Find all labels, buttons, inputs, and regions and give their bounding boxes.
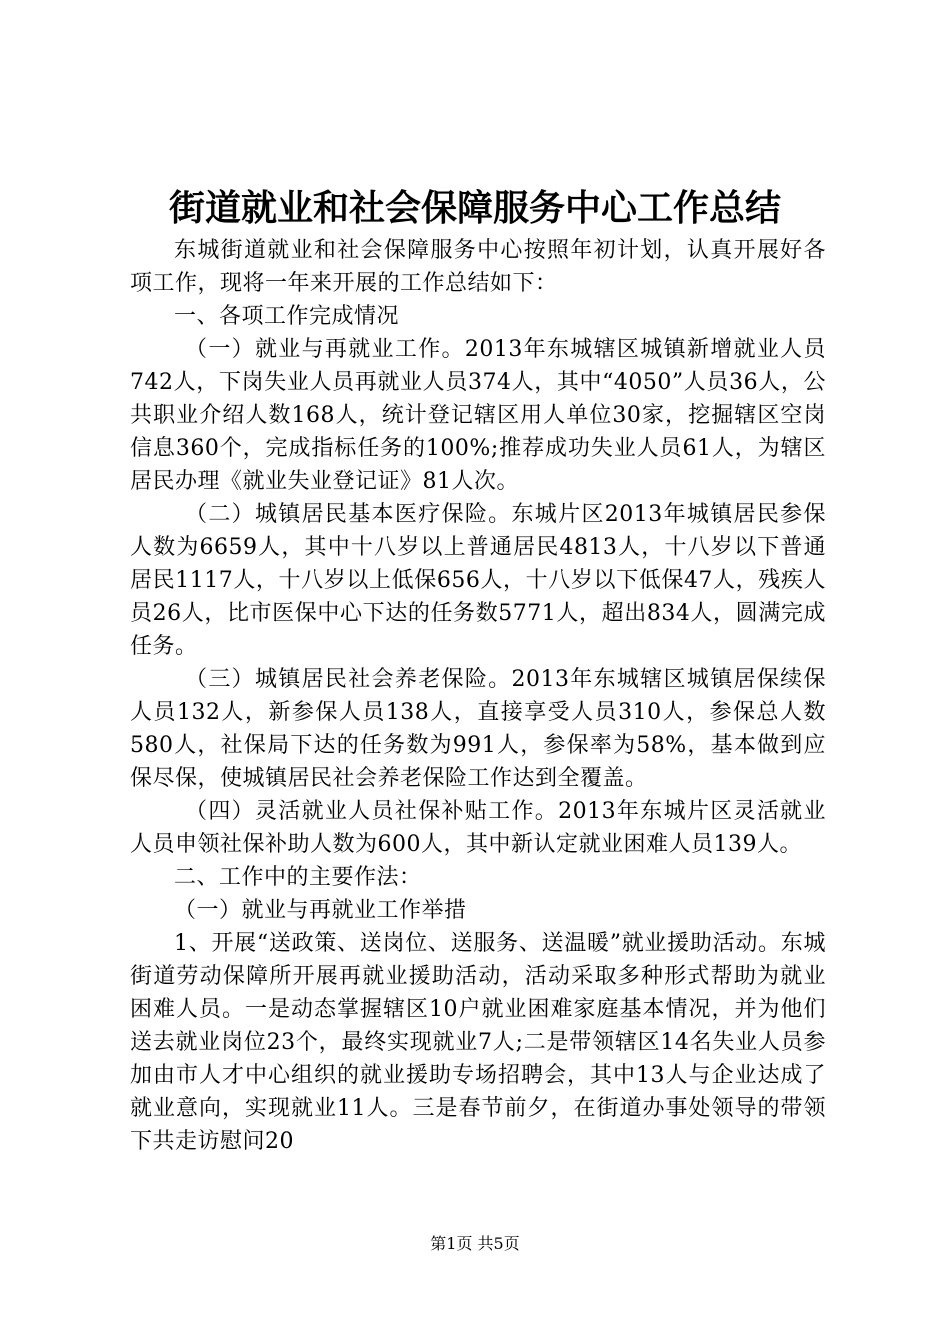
paragraph-employment: （一）就业与再就业工作。2013年东城辖区城镇新增就业人员742人，下岗失业人员再就业人员374人，其中“4050”人员36人，公共职业介绍人数168人，统计登记辖区用人单位30家，挖掘辖区空岗信息360个，完成指标任务的100%;推荐成功失业人员61人，为辖区居民办理《就业失业登记证》81人次。 — [130, 337, 826, 494]
paragraph-medical-insurance: （二）城镇居民基本医疗保险。东城片区2013年城镇居民参保人数为6659人，其中十八岁以上普通居民4813人，十八岁以下普通居民1117人，十八岁以上低保656人，十八岁以下低保47人，残疾人员26人，比市医保中心下达的任务数5771人，超出834人，圆满完成任务。 — [130, 502, 826, 659]
page-footer: 第1页 共5页 — [430, 1234, 520, 1253]
section-heading-2: 二、工作中的主要作法： — [174, 865, 422, 890]
section-heading-1: 一、各项工作完成情况 — [174, 304, 400, 329]
subsection-heading-measures: （一）就业与再就业工作举措 — [174, 898, 467, 923]
document-title: 街道就业和社会保障服务中心工作总结 — [168, 187, 781, 229]
paragraph-assistance-activity: 1、开展“送政策、送岗位、送服务、送温暖”就业援助活动。东城街道劳动保障所开展再就业援助活动，活动采取多种形式帮助为就业困难人员。一是动态掌握辖区10户就业困难家庭基本情况，并为他们送去就业岗位23个，最终实现就业7人;二是带领辖区14名失业人员参加由市人才中心组织的就业援助专场招聘会，其中13人与企业达成了就业意向，实现就业11人。三是春节前夕，在街道办事处领导的带领下共走访慰问20 — [130, 931, 826, 1154]
document-body — [130, 234, 826, 1158]
paragraph-flexible-employment: （四）灵活就业人员社保补贴工作。2013年东城片区灵活就业人员申领社保补助人数为600人，其中新认定就业困难人员139人。 — [130, 799, 826, 857]
intro-paragraph: 东城街道就业和社会保障服务中心按照年初计划，认真开展好各项工作，现将一年来开展的工作总结如下： — [130, 238, 826, 296]
paragraph-pension-insurance: （三）城镇居民社会养老保险。2013年东城辖区城镇居保续保人员132人，新参保人员138人，直接享受人员310人，参保总人数580人，社保局下达的任务数为991人，参保率为58%，基本做到应保尽保，使城镇居民社会养老保险工作达到全覆盖。 — [130, 667, 826, 791]
